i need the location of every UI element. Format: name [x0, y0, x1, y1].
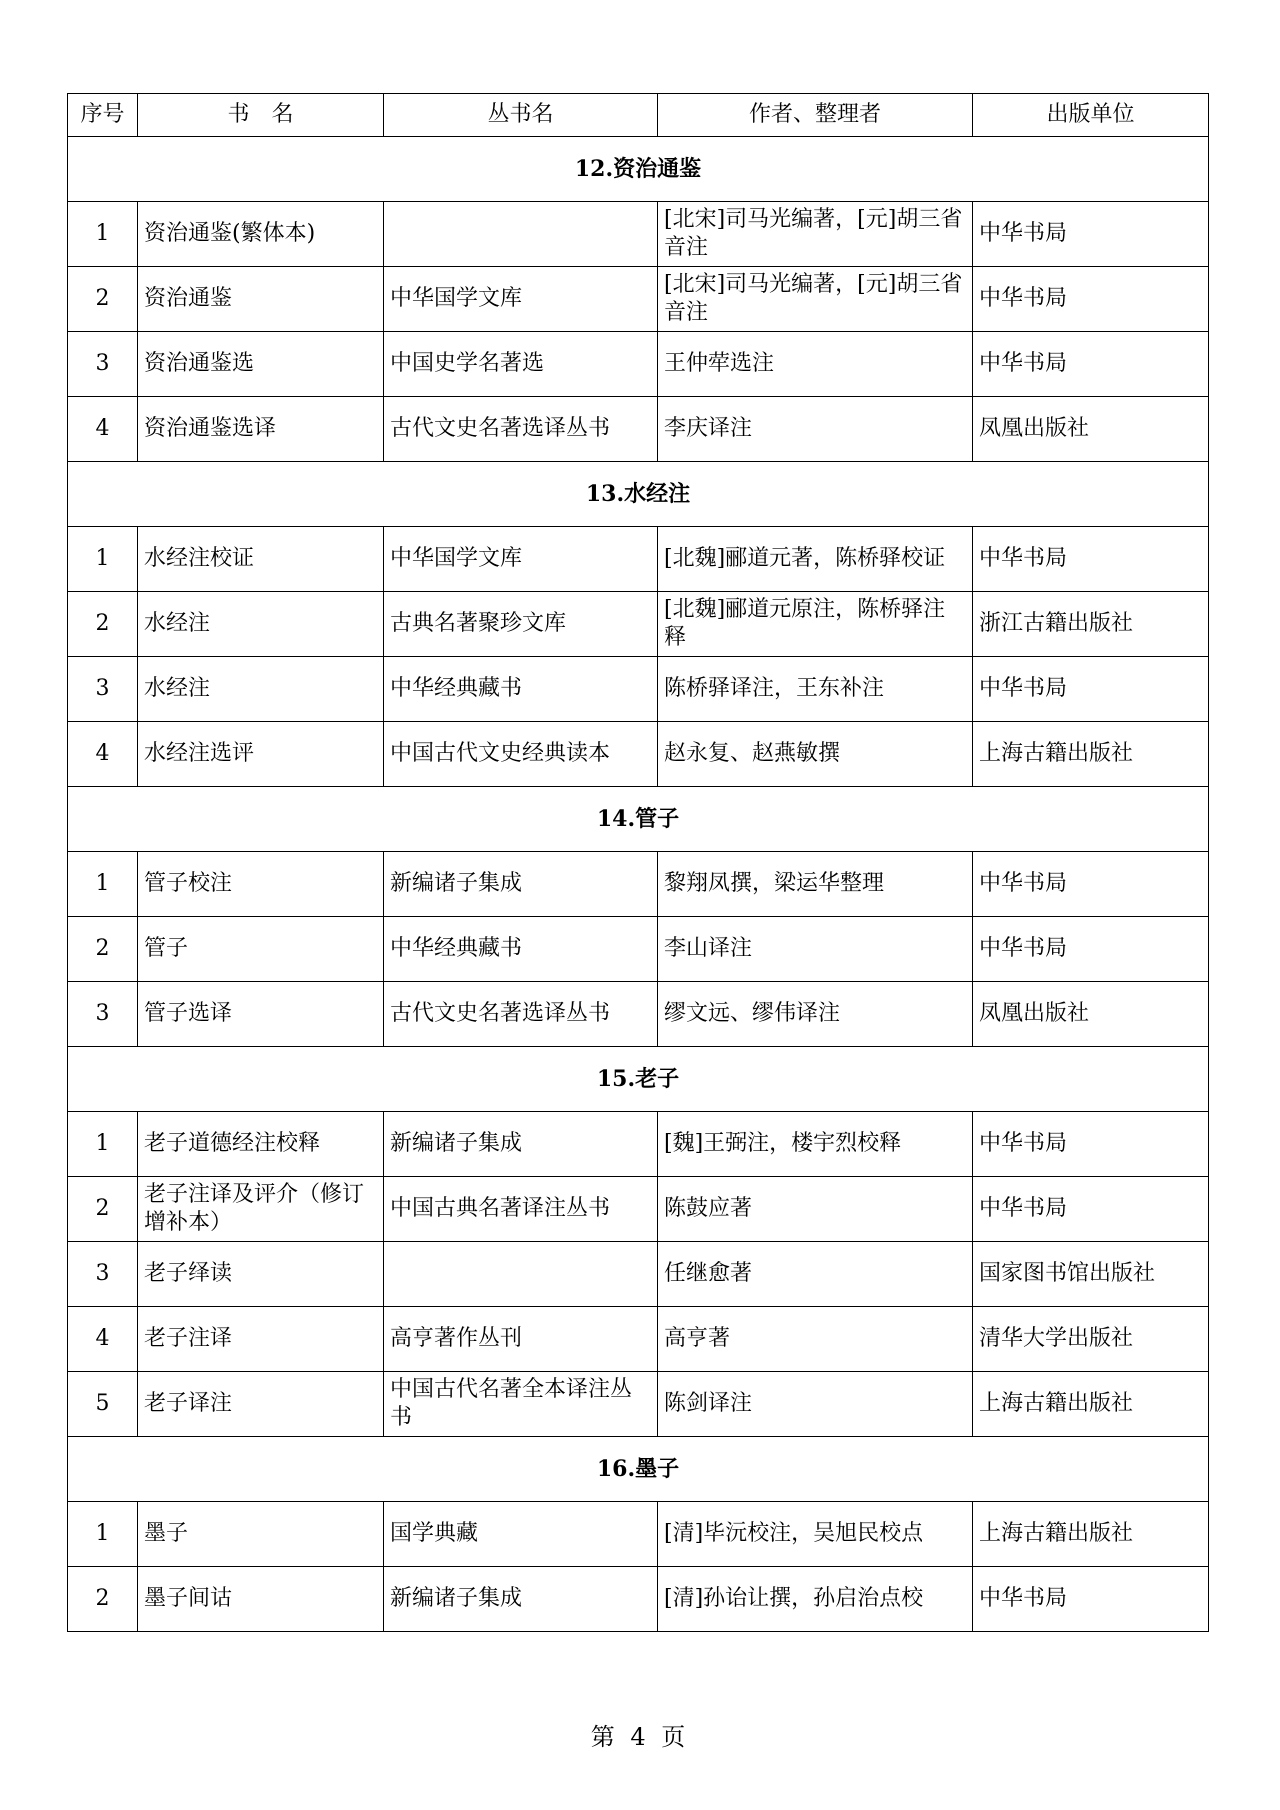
- cell-author: 赵永复、赵燕敏撰: [658, 722, 973, 787]
- cell-seq: 4: [68, 397, 138, 462]
- page-number: 第 4 页: [590, 1723, 690, 1751]
- cell-author: 王仲荦选注: [658, 332, 973, 397]
- cell-seq: 1: [68, 202, 138, 267]
- cell-title: 老子绎读: [138, 1242, 384, 1307]
- table-row: [68, 332, 1209, 397]
- cell-title: 资治通鉴选译: [138, 397, 384, 462]
- cell-publisher: 中华书局: [973, 332, 1209, 397]
- header-author: 作者、整理者: [658, 94, 973, 137]
- cell-publisher: 中华书局: [973, 657, 1209, 722]
- table-row: [68, 982, 1209, 1047]
- cell-publisher: 中华书局: [973, 527, 1209, 592]
- cell-series: 中华国学文库: [384, 527, 658, 592]
- cell-author: [北宋]司马光编著，[元]胡三省音注: [658, 267, 973, 332]
- section-heading-row: [68, 787, 1209, 852]
- cell-title: 老子道德经注校释: [138, 1112, 384, 1177]
- cell-title: 老子注译: [138, 1307, 384, 1372]
- cell-author: [魏]王弼注，楼宇烈校释: [658, 1112, 973, 1177]
- cell-seq: 4: [68, 1307, 138, 1372]
- table-row: [68, 1112, 1209, 1177]
- cell-seq: 3: [68, 332, 138, 397]
- cell-title: 墨子间诂: [138, 1567, 384, 1632]
- cell-publisher: 中华书局: [973, 1112, 1209, 1177]
- cell-title: 资治通鉴(繁体本): [138, 202, 384, 267]
- cell-title: 管子选译: [138, 982, 384, 1047]
- cell-publisher: 上海古籍出版社: [973, 722, 1209, 787]
- cell-author: 陈桥驿译注，王东补注: [658, 657, 973, 722]
- header-title: 书 名: [138, 94, 384, 137]
- cell-publisher: 上海古籍出版社: [973, 1502, 1209, 1567]
- section-heading: 13.水经注: [68, 462, 1209, 527]
- cell-author: 任继愈著: [658, 1242, 973, 1307]
- cell-seq: 1: [68, 852, 138, 917]
- table-row: [68, 1567, 1209, 1632]
- cell-series: 古典名著聚珍文库: [384, 592, 658, 657]
- cell-seq: 3: [68, 1242, 138, 1307]
- table-row: [68, 917, 1209, 982]
- cell-title: 水经注校证: [138, 527, 384, 592]
- cell-title: 老子注译及评介（修订增补本）: [138, 1177, 384, 1242]
- cell-series: 国学典藏: [384, 1502, 658, 1567]
- section-heading: 14.管子: [68, 787, 1209, 852]
- cell-publisher: 中华书局: [973, 1567, 1209, 1632]
- cell-seq: 2: [68, 1177, 138, 1242]
- cell-publisher: 国家图书馆出版社: [973, 1242, 1209, 1307]
- table-row: [68, 397, 1209, 462]
- cell-publisher: 凤凰出版社: [973, 397, 1209, 462]
- cell-seq: 2: [68, 917, 138, 982]
- cell-publisher: 上海古籍出版社: [973, 1372, 1209, 1437]
- cell-series: 新编诸子集成: [384, 852, 658, 917]
- cell-series: 中国史学名著选: [384, 332, 658, 397]
- cell-seq: 1: [68, 527, 138, 592]
- cell-seq: 3: [68, 982, 138, 1047]
- table-row: [68, 202, 1209, 267]
- cell-publisher: 中华书局: [973, 1177, 1209, 1242]
- table-row: [68, 1372, 1209, 1437]
- cell-author: 陈剑译注: [658, 1372, 973, 1437]
- section-heading: 15.老子: [68, 1047, 1209, 1112]
- cell-series: [384, 1242, 658, 1307]
- cell-author: 李庆译注: [658, 397, 973, 462]
- section-heading: 12.资治通鉴: [68, 137, 1209, 202]
- section-heading-row: [68, 137, 1209, 202]
- cell-series: 中国古代名著全本译注丛书: [384, 1372, 658, 1437]
- table-row: [68, 1242, 1209, 1307]
- table-row: [68, 267, 1209, 332]
- cell-publisher: 浙江古籍出版社: [973, 592, 1209, 657]
- header-publisher: 出版单位: [973, 94, 1209, 137]
- cell-author: 李山译注: [658, 917, 973, 982]
- cell-series: 古代文史名著选译丛书: [384, 397, 658, 462]
- cell-seq: 4: [68, 722, 138, 787]
- cell-publisher: 中华书局: [973, 267, 1209, 332]
- section-heading-row: [68, 1437, 1209, 1502]
- cell-author: [北宋]司马光编著，[元]胡三省音注: [658, 202, 973, 267]
- cell-series: 中国古代文史经典读本: [384, 722, 658, 787]
- header-series: 丛书名: [384, 94, 658, 137]
- cell-series: 中华国学文库: [384, 267, 658, 332]
- cell-title: 资治通鉴选: [138, 332, 384, 397]
- cell-author: 高亨著: [658, 1307, 973, 1372]
- table-body: [68, 137, 1209, 1632]
- cell-series: [384, 202, 658, 267]
- header-seq: 序号: [68, 94, 138, 137]
- table-row: [68, 722, 1209, 787]
- cell-seq: 2: [68, 1567, 138, 1632]
- table-row: [68, 592, 1209, 657]
- cell-publisher: 中华书局: [973, 202, 1209, 267]
- section-heading: 16.墨子: [68, 1437, 1209, 1502]
- table-row: [68, 1502, 1209, 1567]
- table-row: [68, 1177, 1209, 1242]
- cell-series: 中华经典藏书: [384, 917, 658, 982]
- cell-author: [清]孙诒让撰，孙启治点校: [658, 1567, 973, 1632]
- cell-author: [清]毕沅校注，吴旭民校点: [658, 1502, 973, 1567]
- cell-author: 缪文远、缪伟译注: [658, 982, 973, 1047]
- table-row: [68, 527, 1209, 592]
- cell-seq: 1: [68, 1502, 138, 1567]
- cell-seq: 2: [68, 267, 138, 332]
- cell-title: 资治通鉴: [138, 267, 384, 332]
- cell-title: 水经注: [138, 657, 384, 722]
- table-row: [68, 852, 1209, 917]
- section-heading-row: [68, 1047, 1209, 1112]
- cell-title: 水经注选评: [138, 722, 384, 787]
- cell-seq: 1: [68, 1112, 138, 1177]
- cell-publisher: 中华书局: [973, 852, 1209, 917]
- cell-author: [北魏]郦道元著，陈桥驿校证: [658, 527, 973, 592]
- cell-title: 管子校注: [138, 852, 384, 917]
- book-list-table: [67, 93, 1209, 1632]
- table-row: [68, 1307, 1209, 1372]
- table-row: [68, 657, 1209, 722]
- cell-series: 中华经典藏书: [384, 657, 658, 722]
- cell-seq: 3: [68, 657, 138, 722]
- cell-title: 老子译注: [138, 1372, 384, 1437]
- cell-seq: 5: [68, 1372, 138, 1437]
- cell-title: 管子: [138, 917, 384, 982]
- cell-series: 中国古典名著译注丛书: [384, 1177, 658, 1242]
- header-row: [68, 94, 1209, 137]
- cell-series: 高亨著作丛刊: [384, 1307, 658, 1372]
- cell-seq: 2: [68, 592, 138, 657]
- cell-series: 古代文史名著选译丛书: [384, 982, 658, 1047]
- table-header: [68, 94, 1209, 137]
- cell-publisher: 清华大学出版社: [973, 1307, 1209, 1372]
- cell-series: 新编诸子集成: [384, 1567, 658, 1632]
- cell-author: 黎翔凤撰，梁运华整理: [658, 852, 973, 917]
- cell-publisher: 凤凰出版社: [973, 982, 1209, 1047]
- section-heading-row: [68, 462, 1209, 527]
- cell-series: 新编诸子集成: [384, 1112, 658, 1177]
- cell-author: [北魏]郦道元原注，陈桥驿注释: [658, 592, 973, 657]
- cell-author: 陈鼓应著: [658, 1177, 973, 1242]
- cell-title: 墨子: [138, 1502, 384, 1567]
- cell-publisher: 中华书局: [973, 917, 1209, 982]
- cell-title: 水经注: [138, 592, 384, 657]
